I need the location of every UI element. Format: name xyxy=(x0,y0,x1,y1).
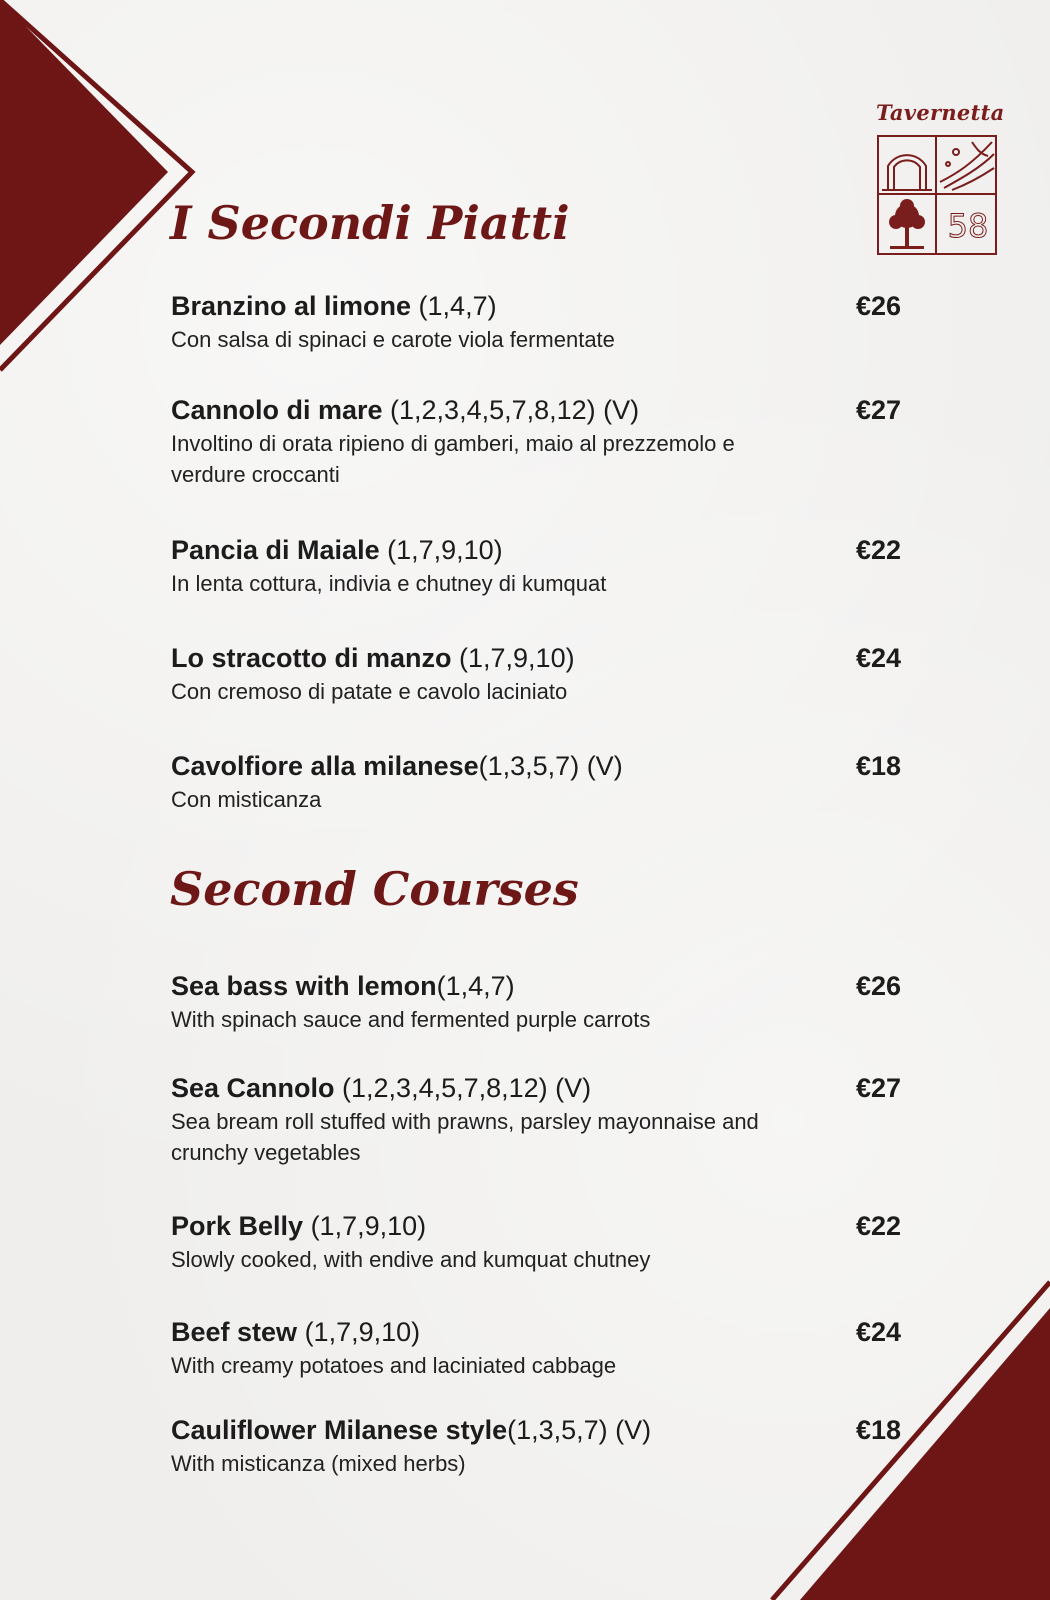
section-title-italian: I Secondi Piatti xyxy=(170,196,570,250)
logo-name: Tavernetta xyxy=(876,100,1005,125)
item-price: €22 xyxy=(855,535,901,565)
item-description: With creamy potatoes and laciniated cabbage xyxy=(171,1353,617,1378)
item-name: Sea bass with lemon xyxy=(171,971,437,1001)
item-price: €18 xyxy=(855,751,901,781)
item-allergens: (1,3,5,7) (V) xyxy=(478,751,623,781)
item-allergens: (1,4,7) xyxy=(436,971,515,1001)
item-name: Cavolfiore alla milanese xyxy=(171,751,479,781)
item-name: Lo stracotto di manzo xyxy=(171,643,452,673)
item-allergens: (1,7,9,10) xyxy=(379,535,503,565)
item-price: €26 xyxy=(855,971,901,1001)
menu-item xyxy=(171,642,901,707)
item-price: €22 xyxy=(855,1211,901,1241)
logo-number: 58 xyxy=(947,207,989,245)
item-price: €26 xyxy=(855,291,901,321)
item-price: €27 xyxy=(855,395,901,425)
top-left-triangle xyxy=(0,0,168,345)
menu-item xyxy=(171,290,901,355)
item-name: Pork Belly xyxy=(171,1211,304,1241)
menu-item xyxy=(171,534,901,599)
item-allergens: (1,2,3,4,5,7,8,12) (V) xyxy=(382,395,640,425)
item-allergens: (1,4,7) xyxy=(411,291,497,321)
item-description: Involtino di orata ripieno di gamberi, maio al prezzemolo e verdure croccanti xyxy=(171,431,735,487)
menu-item xyxy=(171,1072,901,1168)
item-description: With misticanza (mixed herbs) xyxy=(171,1451,466,1476)
item-allergens: (1,3,5,7) (V) xyxy=(507,1415,652,1445)
item-name: Cannolo di mare xyxy=(171,395,383,425)
item-name: Cauliflower Milanese style xyxy=(171,1415,508,1445)
menu-item xyxy=(171,1210,901,1275)
item-description: Con misticanza xyxy=(171,787,322,812)
item-price: €24 xyxy=(855,643,901,673)
section-title-english: Second Courses xyxy=(170,862,579,916)
menu-item xyxy=(171,394,901,490)
item-allergens: (1,7,9,10) xyxy=(303,1211,427,1241)
item-price: €18 xyxy=(855,1415,901,1445)
item-description: With spinach sauce and fermented purple carrots xyxy=(171,1007,651,1032)
item-price: €27 xyxy=(855,1073,901,1103)
item-description: Slowly cooked, with endive and kumquat chutney xyxy=(171,1247,651,1272)
item-name: Beef stew xyxy=(171,1317,298,1347)
item-name: Sea Cannolo xyxy=(171,1073,335,1103)
item-description: Sea bream roll stuffed with prawns, parsley mayonnaise and crunchy vegetables xyxy=(171,1109,759,1165)
menu-item xyxy=(171,1316,901,1381)
logo xyxy=(876,100,1005,260)
item-price: €24 xyxy=(855,1317,901,1347)
item-name: Pancia di Maiale xyxy=(171,535,380,565)
item-allergens: (1,2,3,4,5,7,8,12) (V) xyxy=(334,1073,592,1103)
item-allergens: (1,7,9,10) xyxy=(451,643,575,673)
item-name: Branzino al limone xyxy=(171,291,412,321)
item-description: Con cremoso di patate e cavolo laciniato xyxy=(171,679,568,704)
item-description: Con salsa di spinaci e carote viola fermentate xyxy=(171,327,615,352)
menu-item xyxy=(171,970,901,1035)
menu-item xyxy=(171,1414,901,1479)
menu-item xyxy=(171,750,901,815)
item-allergens: (1,7,9,10) xyxy=(297,1317,421,1347)
item-description: In lenta cottura, indivia e chutney di kumquat xyxy=(171,571,607,596)
